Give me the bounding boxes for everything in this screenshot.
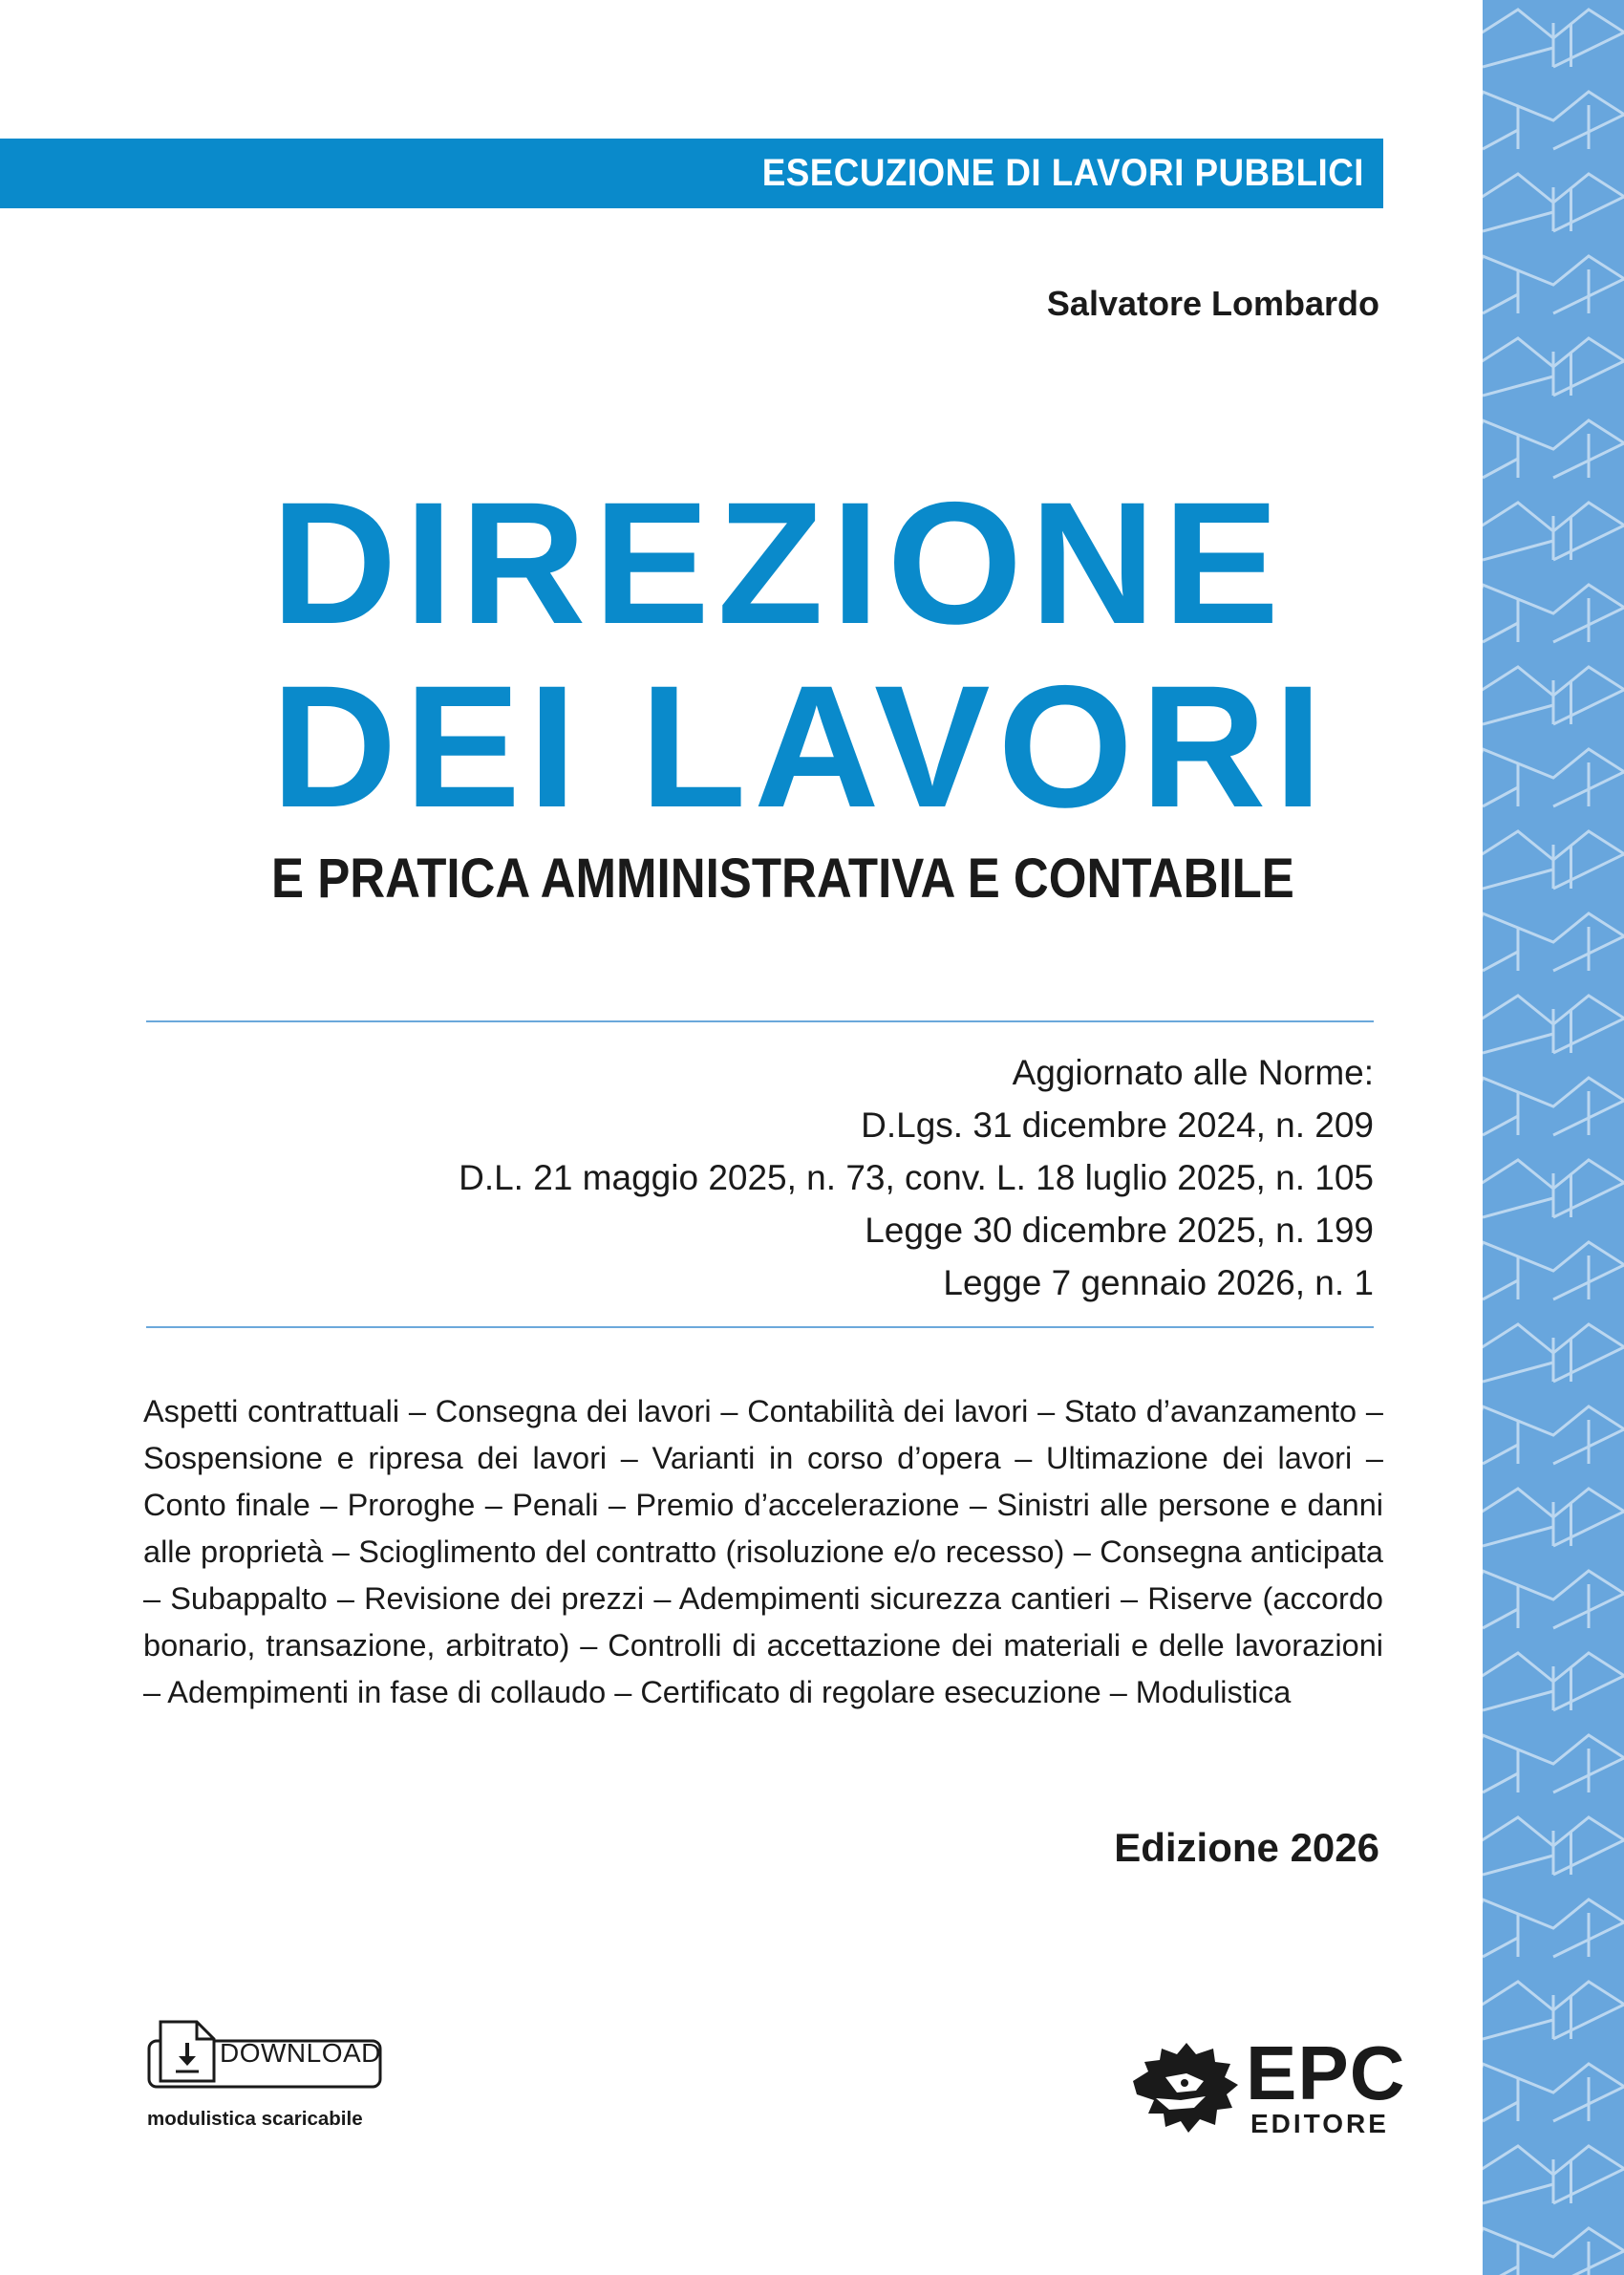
edition-label: Edizione 2026 [1114, 1825, 1379, 1870]
series-title: ESECUZIONE DI LAVORI PUBBLICI [761, 152, 1364, 194]
download-label: DOWNLOAD [220, 2038, 381, 2068]
lion-head-icon [1127, 2039, 1242, 2135]
series-band [0, 139, 1383, 208]
divider-bottom [146, 1326, 1374, 1328]
norms-heading: Aggiornato alle Norme: [1012, 1053, 1374, 1092]
download-caption: modulistica scaricabile [147, 2108, 363, 2130]
publisher-logo [1127, 2030, 1406, 2142]
side-pattern-strip [1483, 0, 1624, 2275]
norm-item: Legge 7 gennaio 2026, n. 1 [943, 1263, 1374, 1302]
divider-top [146, 1020, 1374, 1022]
author-name: Salvatore Lombardo [1046, 284, 1379, 323]
norm-item: D.Lgs. 31 dicembre 2024, n. 209 [861, 1105, 1374, 1145]
book-title-line-1: DIREZIONE [271, 465, 1287, 660]
norms-block [459, 1046, 1374, 1309]
download-badge [147, 2018, 382, 2089]
publisher-name: EPC [1246, 2030, 1406, 2115]
book-title-line-2: DEI LAVORI [271, 649, 1331, 844]
topics-paragraph: Aspetti contrattuali – Consegna dei lavori – Contabilità dei lavori – Stato d’avanzamento – Sospensione e ripresa dei lavori – Varianti in corso d’opera – Ultimazione dei lavori – Conto finale – Proroghe – Penali – Premio d’accelerazione – Sinistri alle persone e danni alle proprietà – Scioglimento del contratto (risoluzione e/o recesso) – Consegna anticipata – Subappalto – Revisione dei prezzi – Adempimenti sicurezza cantieri – Riserve (accordo bonario, transazione, arbitrato) – Controlli di accettazione dei materiali e delle lavorazioni – Adempimenti in fase di collaudo – Certificato di regolare esecuzione – Modulistica [143, 1394, 1383, 1709]
book-subtitle: E PRATICA AMMINISTRATIVA E CONTABILE [271, 848, 1294, 910]
norm-item: D.L. 21 maggio 2025, n. 73, conv. L. 18 luglio 2025, n. 105 [459, 1158, 1374, 1197]
norm-item: Legge 30 dicembre 2025, n. 199 [865, 1211, 1374, 1250]
publisher-subtitle: EDITORE [1250, 2109, 1389, 2138]
geometric-pattern-icon [1483, 0, 1624, 2275]
